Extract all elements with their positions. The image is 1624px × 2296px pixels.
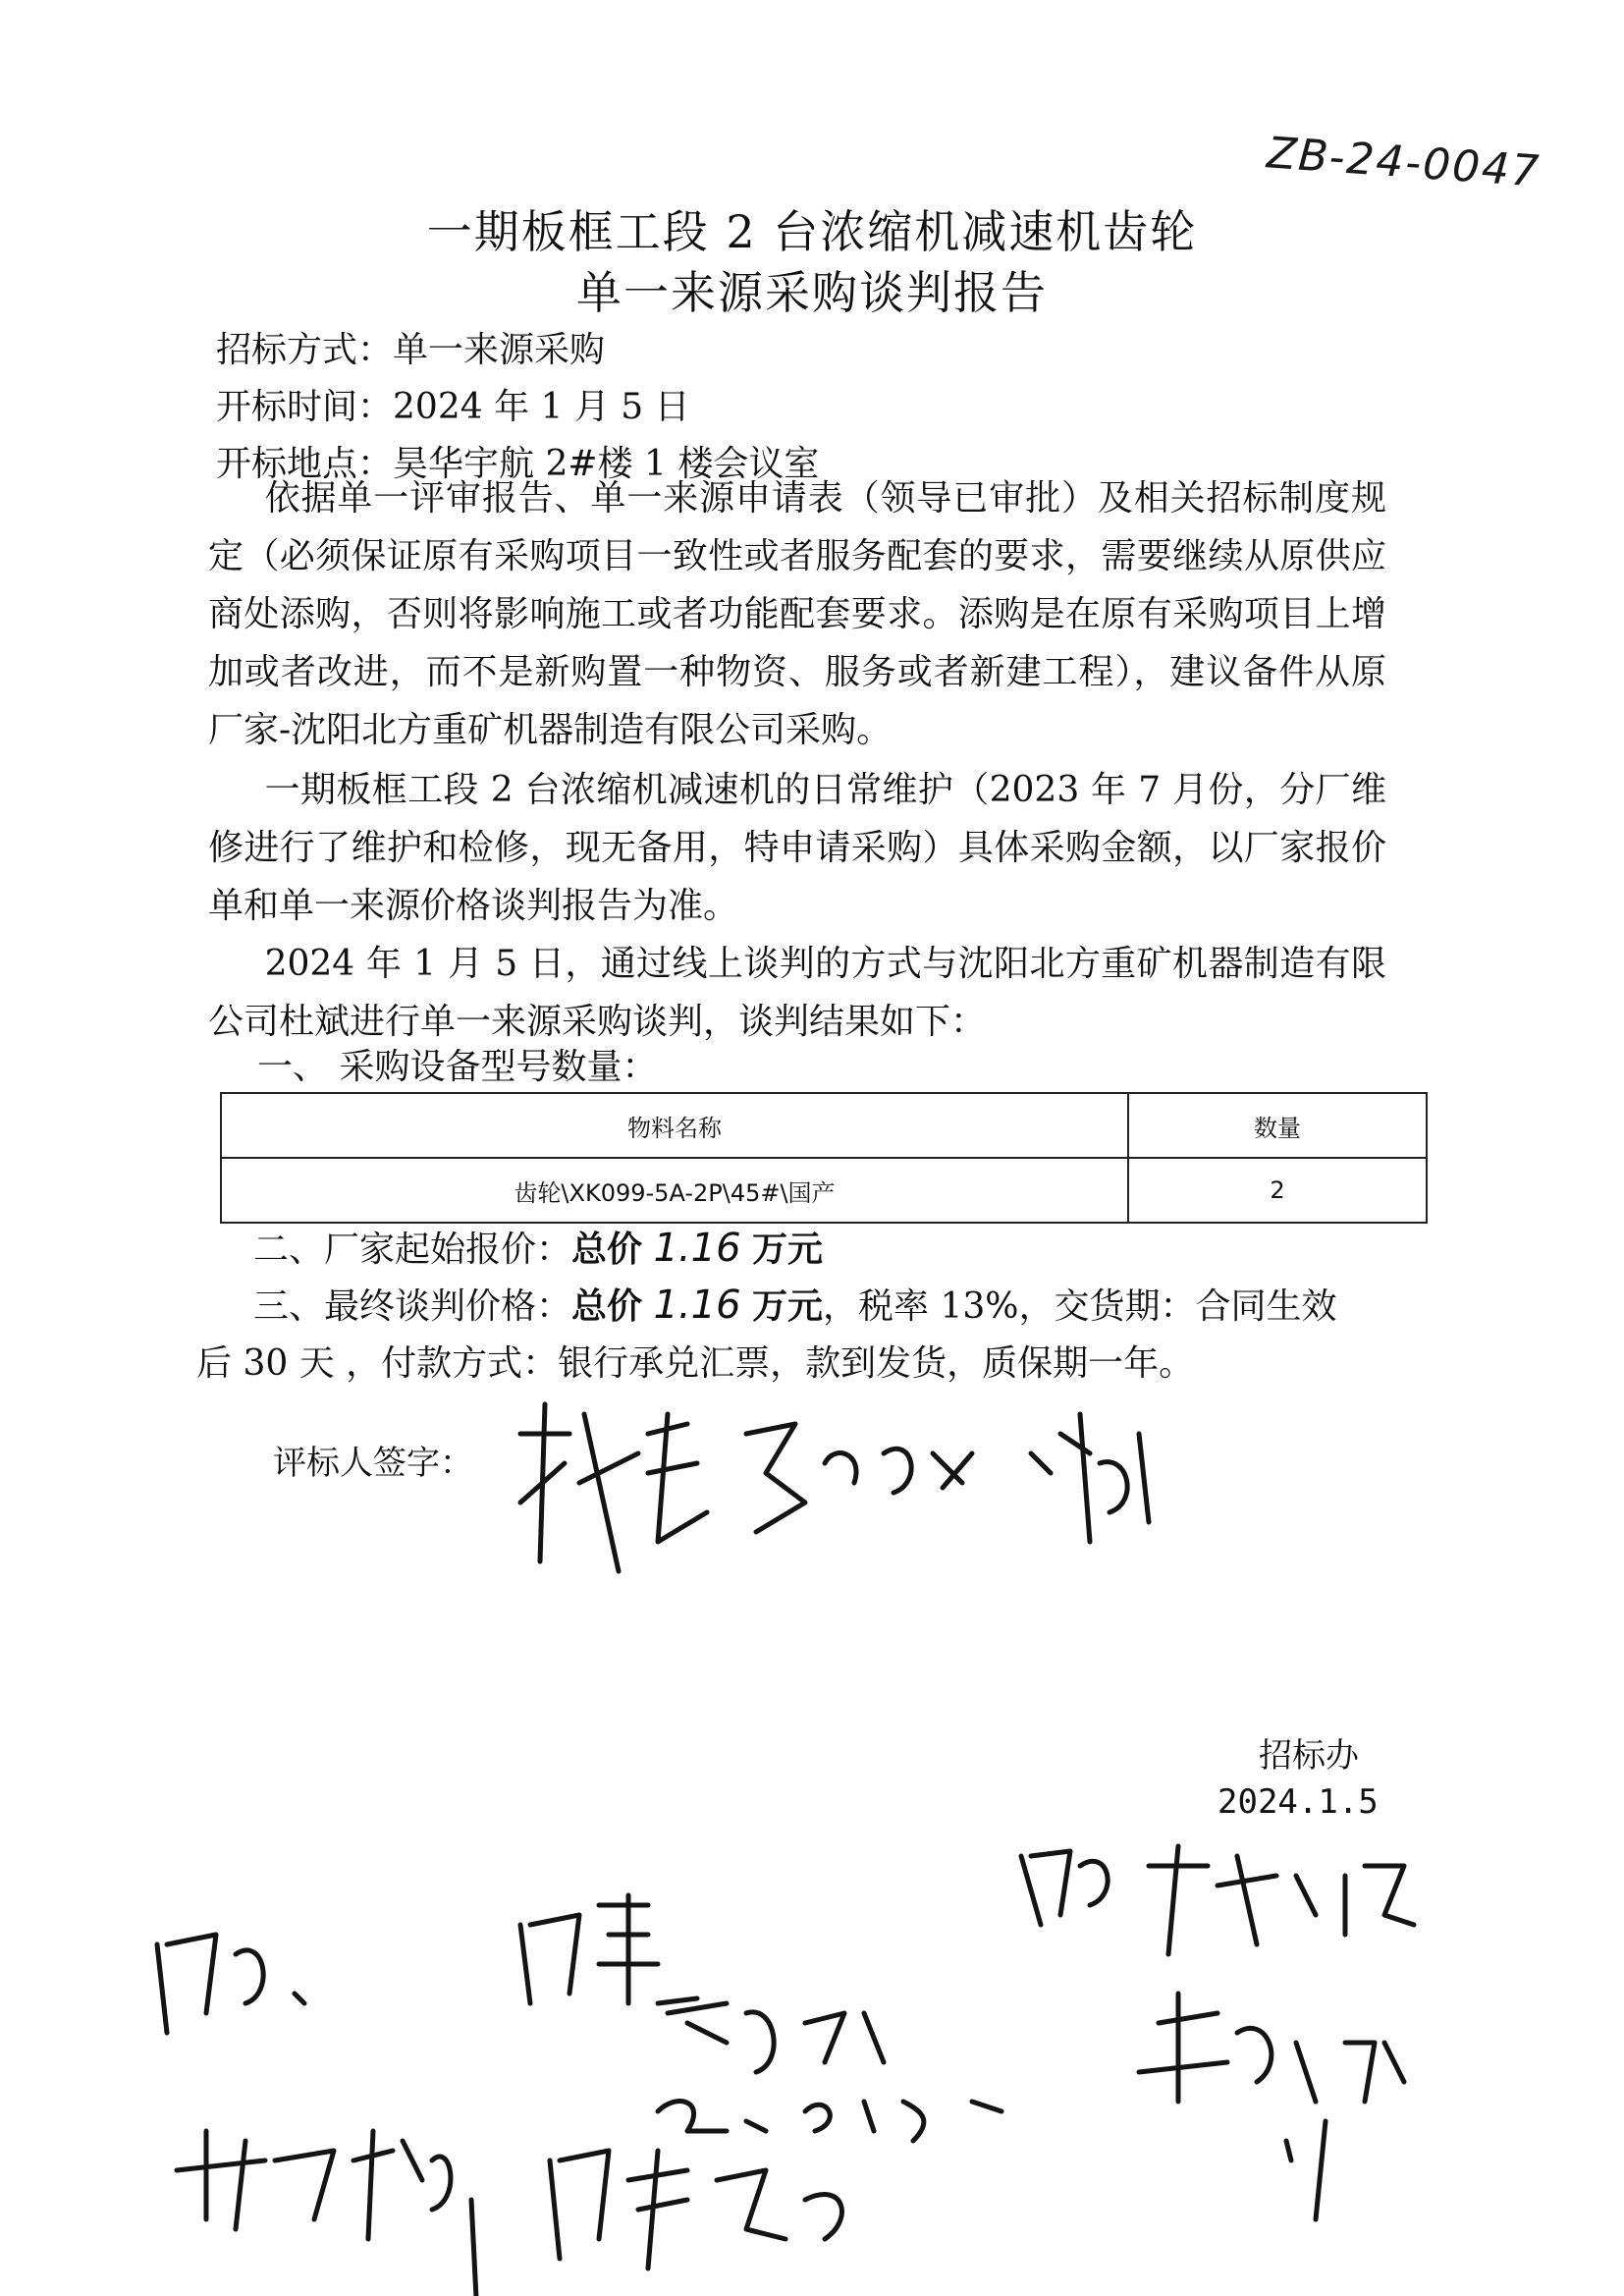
header-quantity: 数量 [1128,1093,1427,1158]
section-initial-quote [253,1222,823,1272]
signature-stroke [1031,1414,1149,1542]
approval-stroke [550,2151,841,2269]
final-terms-line1: ，税率 13%，交货期：合同生效 [823,1286,1337,1327]
final-total-label: 总价 [571,1285,643,1327]
bidding-office-label: 招标办 [1259,1736,1359,1776]
meta-label: 开标地点： [216,444,394,484]
section-heading-equipment: 一、 采购设备型号数量： [257,1047,658,1087]
paragraph-negotiation: 2024 年 1 月 5 日，通过线上谈判的方式与沈阳北方重矿机器制造有限公司杜斌进行单一来源采购谈判，谈判结果如下： [208,944,1386,1042]
final-unit: 万元 [752,1285,824,1327]
document-title-line1: 一期板框工段 2 台浓缩机减速机齿轮 [426,205,1198,258]
quote-value: 1.16 [653,1226,741,1271]
evaluator-signature-label: 评标人签字： [273,1444,473,1483]
paragraph-maintenance: 一期板框工段 2 台浓缩机减速机的日常维护（2023 年 7 月份，分厂维修进行了维护和检修，现无备用，特申请采购）具体采购金额，以厂家报价单和单一来源价格谈判报告为准。 [208,770,1386,926]
reference-number: ZB-24-0047 [1265,128,1543,197]
approval-stroke [520,1895,697,2003]
meta-value: 2024 年 1 月 5 日 [393,387,690,427]
signature-stroke [746,1424,972,1532]
materials-table [220,1092,1428,1224]
approval-stroke [1021,1846,1414,1954]
meta-value: 单一来源采购 [393,330,606,370]
quote-unit: 万元 [752,1229,824,1270]
quote-total-label: 总价 [571,1229,643,1270]
approval-stroke [157,1935,304,2033]
meta-value: 昊华宇航 2#楼 1 楼会议室 [393,444,820,484]
approval-stroke [668,2003,884,2072]
cell-material-name: 齿轮\XK099-5A-2P\45#\国产 [221,1158,1128,1223]
evaluator-signatures-drawing [501,1394,1188,1581]
meta-label: 开标时间： [216,387,394,427]
quote-prefix: 二、厂家起始报价： [253,1230,572,1270]
table-row [221,1158,1427,1223]
final-prefix: 三、最终谈判价格： [253,1286,572,1327]
section-final-price [253,1279,1336,1329]
meta-bid-time [216,379,690,429]
paragraph-basis: 依据单一评审报告、单一来源申请表（领导已审批）及相关招标制度规定（必须保证原有采购项目一致性或者服务配套的要求，需要继续从原供应商处添购，否则将影响施工或者功能配套要求。添购是在原有采购项目上增加或者改进，而不是新购置一种物资、服务或者新建工程），建议备件从原厂家-沈阳北方重矿机器制造有限公司采购。 [208,478,1386,750]
final-value: 1.16 [653,1283,741,1328]
header-material-name: 物料名称 [221,1093,1128,1158]
table-header-row [221,1093,1427,1158]
cell-quantity: 2 [1128,1158,1427,1223]
document-title-line2: 单一来源采购谈判报告 [576,266,1048,319]
signature-stroke [520,1404,707,1571]
meta-label: 招标方式： [216,330,394,370]
approval-signatures-drawing [137,1807,1512,2296]
bidding-office-date: 2024.1.5 [1218,1782,1379,1822]
approval-stroke [1139,1994,1404,2219]
meta-bid-method [216,322,605,372]
final-terms-line2: 后 30 天 ，付款方式：银行承兑汇票，款到发货，质保期一年。 [196,1343,1195,1384]
approval-stroke [177,2131,476,2296]
approval-stroke [658,2102,1001,2141]
